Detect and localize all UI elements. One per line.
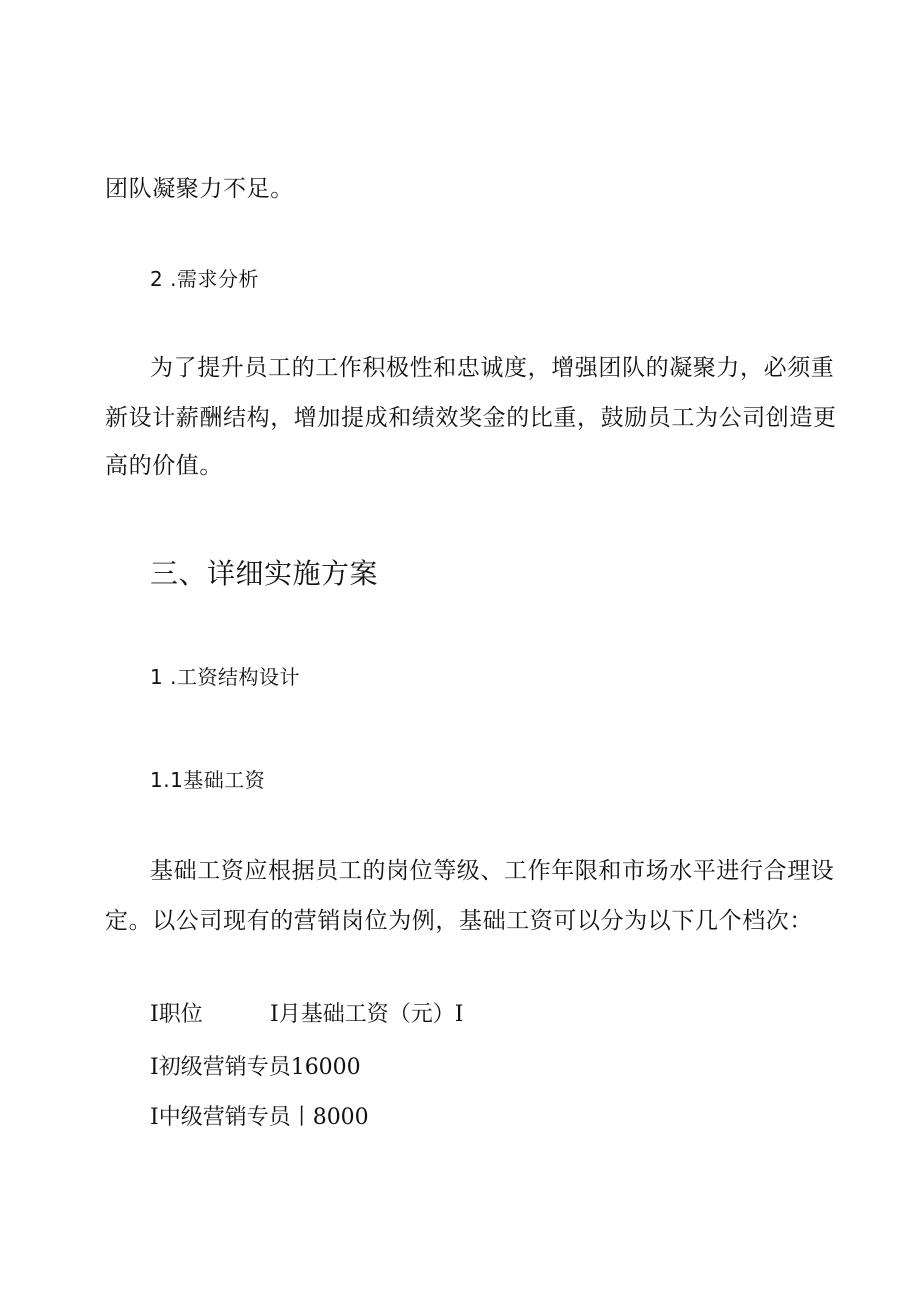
paragraph-end-line: 团队凝聚力不足。 xyxy=(105,176,294,202)
table-header-row xyxy=(150,1000,463,1030)
table-row: I中级营销专员丨8000 xyxy=(150,1105,369,1130)
subheading-base-salary: 1.1基础工资 xyxy=(150,768,266,792)
paragraph-line: 新设计薪酬结构，增加提成和绩效奖金的比重，鼓励员工为公司创造更 xyxy=(105,405,837,431)
paragraph-line: 高的价值。 xyxy=(105,453,223,479)
paragraph-line: 为了提升员工的工作积极性和忠诚度，增强团队的凝聚力，必须重 xyxy=(150,355,835,381)
subheading-requirements-analysis: 2 .需求分析 xyxy=(150,267,259,291)
table-header-position: I职位 xyxy=(150,1002,203,1027)
subheading-salary-structure: 1 .工资结构设计 xyxy=(150,665,300,689)
table-row: I初级营销专员16000 xyxy=(150,1055,361,1080)
table-header-salary: I月基础工资（元）I xyxy=(270,1002,464,1027)
paragraph-line: 定。以公司现有的营销岗位为例，基础工资可以分为以下几个档次： xyxy=(105,908,813,934)
section-title: 三、详细实施方案 xyxy=(150,557,379,590)
paragraph-line: 基础工资应根据员工的岗位等级、工作年限和市场水平进行合理设 xyxy=(150,858,835,884)
